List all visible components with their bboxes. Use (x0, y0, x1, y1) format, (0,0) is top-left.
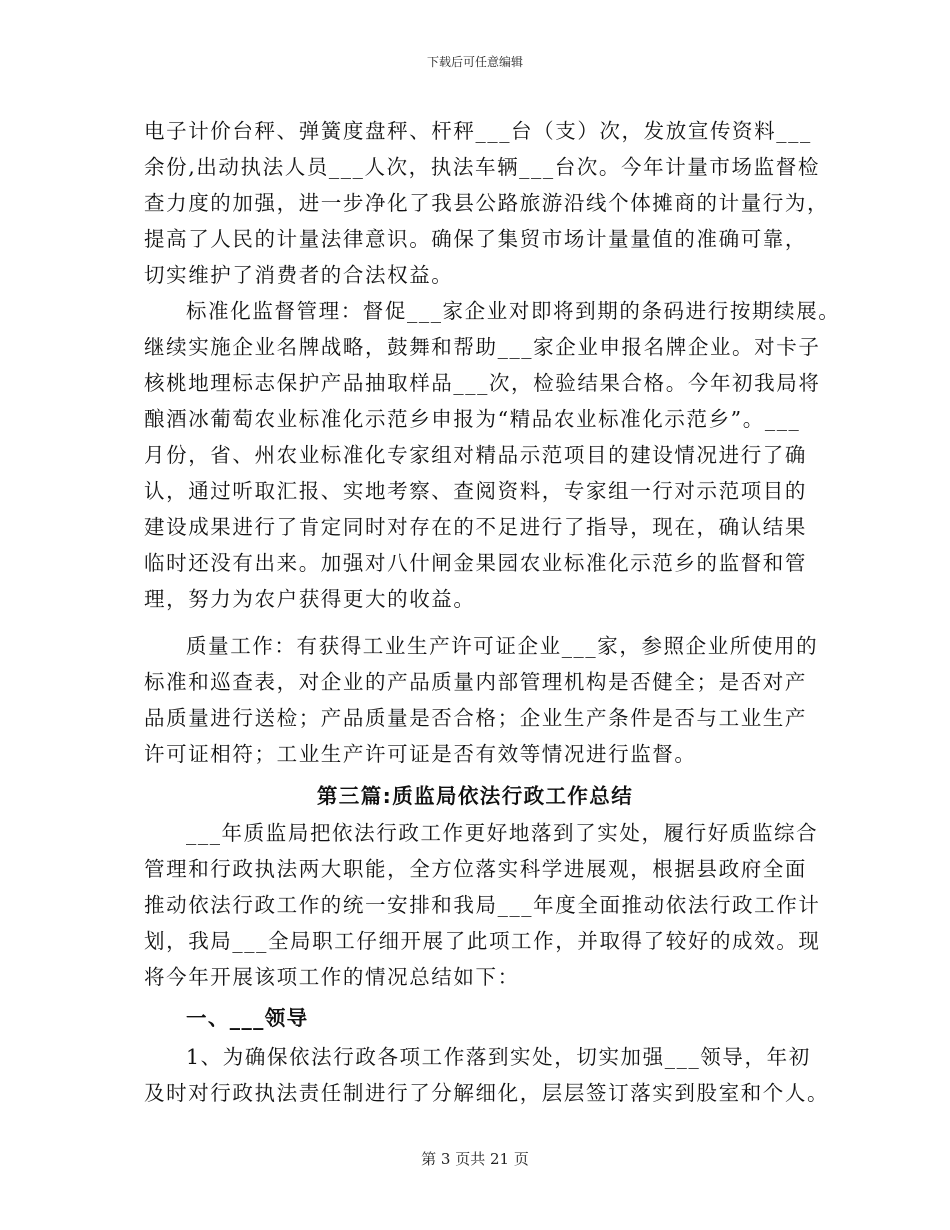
subsection-heading: 一、___领导 (186, 1006, 309, 1030)
text-line: 建设成果进行了肯定同时对存在的不足进行了指导，现在，确认结果 (144, 515, 807, 539)
text-line: 查力度的加强，进一步净化了我县公路旅游沿线个体摊商的计量行为， (144, 191, 830, 215)
text-line: 认，通过听取汇报、实地考察、查阅资料，专家组一行对示范项目的 (144, 479, 807, 503)
text-line: ___年质监局把依法行政工作更好地落到了实处，履行好质监综合 (186, 821, 819, 845)
text-line: 月份，省、州农业标准化专家组对精品示范项目的建设情况进行了确 (144, 443, 807, 467)
text-line: 酿酒冰葡萄农业标准化示范乡申报为“精品农业标准化示范乡”。___ (144, 407, 801, 431)
text-line: 提高了人民的计量法律意识。确保了集贸市场计量量值的准确可靠， (144, 227, 807, 251)
text-line: 1、为确保依法行政各项工作落到实处，切实加强___领导，年初 (186, 1045, 811, 1069)
text-line: 临时还没有出来。加强对八什闸金果园农业标准化示范乡的监督和管 (144, 551, 807, 575)
text-line: 继续实施企业名牌战略，鼓舞和帮助___家企业申报名牌企业。对卡子 (144, 335, 821, 359)
text-line: 品质量进行送检；产品质量是否合格；企业生产条件是否与工业生产 (144, 706, 807, 730)
text-line: 电子计价台秤、弹簧度盘秤、杆秤___台（支）次，发放宣传资料___ (144, 119, 812, 143)
text-line: 核桃地理标志保护产品抽取样品___次，检验结果合格。今年初我局将 (144, 371, 821, 395)
page-header: 下载后可任意编辑 (426, 55, 523, 69)
text-line: 及时对行政执法责任制进行了分解细化，层层签订落实到股室和个人。 (144, 1081, 830, 1105)
text-line: 余份,出动执法人员___人次，执法车辆___台次。今年计量市场监督检 (144, 155, 820, 179)
section-title: 第三篇:质监局依法行政工作总结 (316, 784, 634, 808)
text-line: 划，我局___全局职工仔细开展了此项工作，并取得了较好的成效。现 (144, 929, 821, 953)
text-line: 许可证相符；工业生产许可证是否有效等情况进行监督。 (144, 742, 697, 766)
text-line: 质量工作：有获得工业生产许可证企业___家，参照企业所使用的 (186, 634, 819, 658)
text-line: 理，努力为农户获得更大的收益。 (144, 587, 476, 611)
text-line: 推动依法行政工作的统一安排和我局___年度全面推动依法行政工作计 (144, 893, 821, 917)
text-line: 标准和巡查表，对企业的产品质量内部管理机构是否健全；是否对产 (144, 670, 807, 694)
text-line: 将今年开展该项工作的情况总结如下： (144, 965, 520, 989)
text-line: 切实维护了消费者的合法权益。 (144, 263, 454, 287)
page-number-footer: 第 3 页共 21 页 (421, 1150, 529, 1168)
text-line: 管理和行政执法两大职能，全方位落实科学进展观，根据县政府全面 (144, 857, 807, 881)
text-line: 标准化监督管理：督促___家企业对即将到期的条码进行按期续展。 (186, 299, 841, 323)
